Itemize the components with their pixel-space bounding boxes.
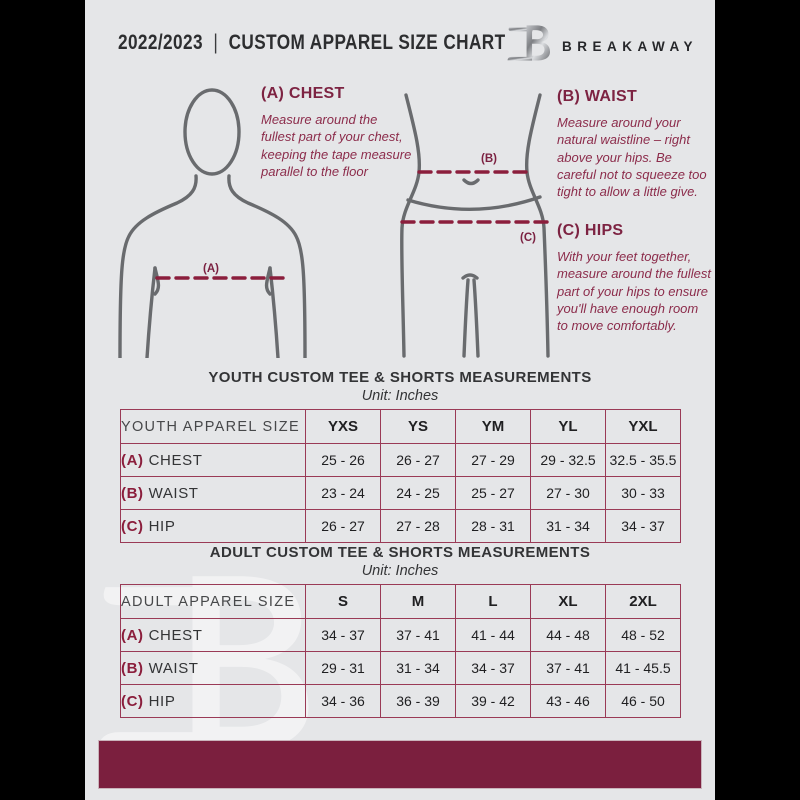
table-cell: 41 - 45.5 [606,652,681,685]
row-label: WAIST [148,484,199,502]
waist-hips-measurement-diagram [390,92,562,358]
table-cell: 46 - 50 [606,685,681,718]
brand-name: BREAKAWAY [562,38,699,54]
table-cell: 43 - 46 [531,685,606,718]
row-label: CHEST [148,451,203,469]
hips-heading: (C) HIPS [557,222,624,239]
row-label: CHEST [148,626,203,644]
table-cell: 23 - 24 [306,477,381,510]
table-cell: 27 - 28 [381,510,456,543]
table-row [121,477,681,510]
footer-accent-bar [98,740,702,789]
youth-size-table [120,409,681,543]
row-label: HIP [148,517,176,535]
chest-instruction [261,85,413,180]
adult-size-header: 2XL [606,585,681,619]
table-cell: 25 - 27 [456,477,531,510]
title-divider: | [213,30,219,54]
table-row [121,652,681,685]
table-cell: 30 - 33 [606,477,681,510]
youth-header-row [121,410,681,444]
table-cell: 29 - 32.5 [531,444,606,477]
brand-lockup [506,21,698,62]
table-cell: 29 - 31 [306,652,381,685]
table-cell: 48 - 52 [606,619,681,652]
table-row [121,685,681,718]
adult-size-header: L [456,585,531,619]
row-prefix: (C) [121,692,144,710]
adult-size-header: XL [531,585,606,619]
table-cell: 37 - 41 [531,652,606,685]
adult-size-header: M [381,585,456,619]
adult-unit-label: Unit: Inches [361,563,439,579]
youth-waist-label [121,477,306,510]
table-cell: 34 - 37 [306,619,381,652]
adult-waist-label [121,652,306,685]
table-cell: 25 - 26 [306,444,381,477]
table-cell: 31 - 34 [381,652,456,685]
adult-header-row [121,585,681,619]
table-cell: 34 - 37 [456,652,531,685]
row-prefix: (B) [121,484,144,502]
waist-instruction [557,88,709,200]
table-cell: 24 - 25 [381,477,456,510]
size-chart-page [85,0,715,800]
row-label: HIP [148,692,176,710]
youth-size-header: YXL [606,410,681,444]
document-title [118,30,506,55]
youth-hip-label [121,510,306,543]
hips-instruction [557,222,712,334]
adult-chest-label [121,619,306,652]
youth-size-header: YM [456,410,531,444]
youth-chest-label [121,444,306,477]
adult-size-header: S [306,585,381,619]
table-cell: 36 - 39 [381,685,456,718]
hips-body: With your feet together, measure around the fullest part of your hips to ensure you'll have enough room to move comfortably. [557,249,711,334]
adult-section-title: ADULT CUSTOM TEE & SHORTS MEASUREMENTS [209,544,591,561]
youth-size-header: YS [381,410,456,444]
waist-body: Measure around your natural waistline – right above your hips. Be careful not to squeeze too tight to allow a little give. [557,115,707,200]
youth-unit-label: Unit: Inches [361,388,439,404]
row-label: WAIST [148,659,199,677]
hips-line-label: (C) [520,232,536,244]
table-cell: 39 - 42 [456,685,531,718]
table-row [121,619,681,652]
row-prefix: (A) [121,626,144,644]
adult-size-table [120,584,681,718]
waist-heading: (B) WAIST [557,88,638,105]
youth-section-title: YOUTH CUSTOM TEE & SHORTS MEASUREMENTS [208,369,592,386]
table-cell: 34 - 37 [606,510,681,543]
title-text: CUSTOM APPAREL SIZE CHART [228,30,506,54]
row-prefix: (B) [121,659,144,677]
table-cell: 27 - 30 [531,477,606,510]
adult-corner-header: ADULT APPAREL SIZE [121,585,306,619]
table-cell: 26 - 27 [306,510,381,543]
chest-line-label: (A) [203,263,219,275]
table-cell: 34 - 36 [306,685,381,718]
table-cell: 28 - 31 [456,510,531,543]
season-label: 2022/2023 [118,30,203,54]
table-row [121,510,681,543]
table-cell: 41 - 44 [456,619,531,652]
table-cell: 37 - 41 [381,619,456,652]
youth-corner-header: YOUTH APPAREL SIZE [121,410,306,444]
chest-heading: (A) CHEST [261,85,345,102]
table-row [121,444,681,477]
youth-size-header: YXS [306,410,381,444]
row-prefix: (A) [121,451,144,469]
table-cell: 27 - 29 [456,444,531,477]
table-cell: 44 - 48 [531,619,606,652]
row-prefix: (C) [121,517,144,535]
table-cell: 26 - 27 [381,444,456,477]
waist-line-label: (B) [481,153,497,165]
youth-size-header: YL [531,410,606,444]
breakaway-logo-icon [506,21,553,62]
table-cell: 31 - 34 [531,510,606,543]
table-cell: 32.5 - 35.5 [606,444,681,477]
adult-hip-label [121,685,306,718]
chest-body: Measure around the fullest part of your chest, keeping the tape measure parallel to the floor [261,112,412,179]
